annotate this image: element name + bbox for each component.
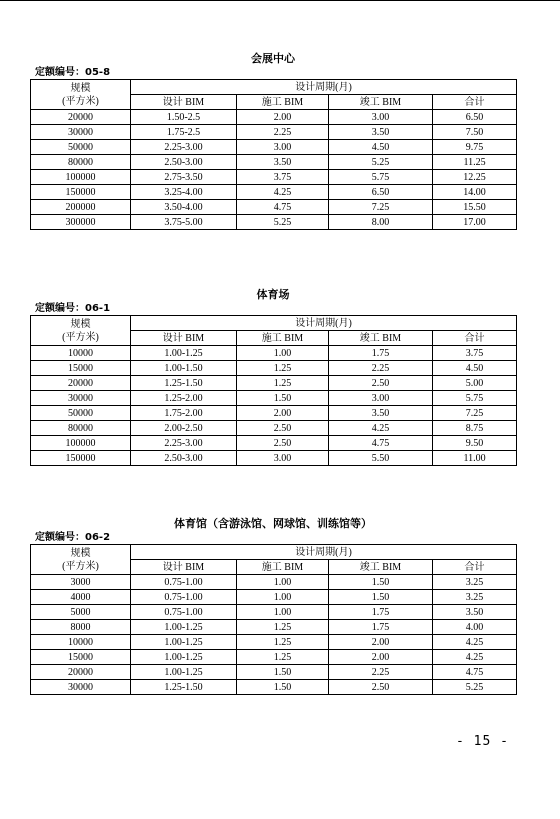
cell-construction-bim: 3.00 [237,451,329,466]
cell-construction-bim: 3.00 [237,140,329,155]
cell-construction-bim: 1.00 [237,590,329,605]
design-period-table-stadium [30,315,517,466]
cell-total: 15.50 [433,200,517,215]
cell-completion-bim: 5.75 [329,170,433,185]
cell-design-bim: 1.50-2.5 [131,110,237,125]
cell-scale: 20000 [31,110,131,125]
cell-scale: 200000 [31,200,131,215]
cell-total: 3.75 [433,346,517,361]
cell-construction-bim: 1.00 [237,346,329,361]
page-number: - 15 - [456,734,509,749]
cell-total: 5.25 [433,680,517,695]
cell-total: 14.00 [433,185,517,200]
cell-construction-bim: 1.25 [237,620,329,635]
table-row [31,200,517,215]
cell-construction-bim: 3.75 [237,170,329,185]
table-row [31,110,517,125]
cell-design-bim: 2.25-3.00 [131,140,237,155]
cell-total: 17.00 [433,215,517,230]
table-title: 体育馆（含游泳馆、网球馆、训练馆等） [174,517,372,530]
cell-design-bim: 1.75-2.5 [131,125,237,140]
cell-total: 12.25 [433,170,517,185]
cell-completion-bim: 2.25 [329,361,433,376]
cell-design-bim: 1.00-1.25 [131,635,237,650]
cell-design-bim: 2.75-3.50 [131,170,237,185]
header-completion-bim: 竣工 BIM [329,560,433,575]
cell-construction-bim: 2.00 [237,406,329,421]
cell-scale: 10000 [31,346,131,361]
cell-total: 5.75 [433,391,517,406]
header-scale-unit: (平方米) [62,95,99,107]
table-row [31,665,517,680]
cell-total: 7.25 [433,406,517,421]
table-row [31,436,517,451]
table-header-row [31,545,517,560]
cell-scale: 10000 [31,635,131,650]
table-row [31,406,517,421]
table-row [31,575,517,590]
header-scale [31,80,131,110]
header-scale-label: 规模 [70,82,91,94]
cell-construction-bim: 1.25 [237,650,329,665]
table-row [31,620,517,635]
header-total: 合计 [433,331,517,346]
table-row [31,635,517,650]
cell-construction-bim: 2.00 [237,110,329,125]
header-scale-unit: (平方米) [62,560,99,572]
cell-total: 9.50 [433,436,517,451]
cell-total: 6.50 [433,110,517,125]
cell-completion-bim: 1.50 [329,590,433,605]
cell-design-bim: 1.25-2.00 [131,391,237,406]
table-row [31,590,517,605]
quota-code: 定额编号：06-2 [35,532,111,543]
cell-scale: 20000 [31,665,131,680]
table-row [31,170,517,185]
cell-completion-bim: 2.25 [329,665,433,680]
cell-design-bim: 3.50-4.00 [131,200,237,215]
cell-design-bim: 2.25-3.00 [131,436,237,451]
section-stadium [30,288,516,466]
cell-completion-bim: 4.50 [329,140,433,155]
cell-scale: 30000 [31,125,131,140]
cell-scale: 8000 [31,620,131,635]
header-total: 合计 [433,560,517,575]
cell-completion-bim: 2.00 [329,650,433,665]
table-row [31,346,517,361]
page-top-rule [0,0,560,1]
cell-construction-bim: 1.25 [237,635,329,650]
design-period-table-gymnasium [30,544,517,695]
cell-total: 4.25 [433,635,517,650]
table-row [31,155,517,170]
cell-scale: 150000 [31,451,131,466]
cell-total: 5.00 [433,376,517,391]
cell-completion-bim: 2.50 [329,376,433,391]
cell-scale: 30000 [31,680,131,695]
header-completion-bim: 竣工 BIM [329,331,433,346]
cell-construction-bim: 4.75 [237,200,329,215]
table-row [31,680,517,695]
cell-scale: 80000 [31,155,131,170]
table-row [31,421,517,436]
table-title: 体育场 [256,288,290,301]
cell-design-bim: 2.50-3.00 [131,155,237,170]
header-construction-bim: 施工 BIM [237,560,329,575]
header-completion-bim: 竣工 BIM [329,95,433,110]
header-total: 合计 [433,95,517,110]
cell-total: 9.75 [433,140,517,155]
cell-total: 4.00 [433,620,517,635]
cell-completion-bim: 5.25 [329,155,433,170]
header-scale [31,545,131,575]
cell-completion-bim: 3.00 [329,110,433,125]
cell-construction-bim: 2.25 [237,125,329,140]
table-row [31,391,517,406]
cell-total: 8.75 [433,421,517,436]
table-row [31,125,517,140]
cell-total: 11.25 [433,155,517,170]
cell-design-bim: 1.00-1.25 [131,620,237,635]
cell-scale: 100000 [31,170,131,185]
cell-construction-bim: 1.00 [237,605,329,620]
cell-design-bim: 1.00-1.25 [131,346,237,361]
cell-construction-bim: 2.50 [237,421,329,436]
cell-construction-bim: 1.50 [237,391,329,406]
cell-scale: 3000 [31,575,131,590]
header-design-bim: 设计 BIM [131,560,237,575]
table-header-row [31,80,517,95]
cell-design-bim: 2.50-3.00 [131,451,237,466]
table-row [31,451,517,466]
cell-completion-bim: 1.75 [329,620,433,635]
table-row [31,185,517,200]
header-scale-label: 规模 [70,547,91,559]
cell-total: 3.25 [433,590,517,605]
cell-total: 11.00 [433,451,517,466]
header-design-bim: 设计 BIM [131,331,237,346]
cell-scale: 50000 [31,406,131,421]
cell-construction-bim: 1.25 [237,361,329,376]
cell-design-bim: 1.00-1.25 [131,665,237,680]
cell-scale: 15000 [31,650,131,665]
table-title: 会展中心 [251,52,295,65]
header-design-period: 设计周期(月) [131,80,517,95]
cell-scale: 100000 [31,436,131,451]
cell-scale: 4000 [31,590,131,605]
cell-completion-bim: 2.50 [329,680,433,695]
cell-design-bim: 2.00-2.50 [131,421,237,436]
cell-design-bim: 1.75-2.00 [131,406,237,421]
header-scale [31,316,131,346]
cell-design-bim: 1.25-1.50 [131,376,237,391]
cell-total: 4.50 [433,361,517,376]
cell-scale: 30000 [31,391,131,406]
cell-completion-bim: 7.25 [329,200,433,215]
cell-construction-bim: 2.50 [237,436,329,451]
cell-construction-bim: 4.25 [237,185,329,200]
header-design-bim: 设计 BIM [131,95,237,110]
cell-total: 7.50 [433,125,517,140]
cell-design-bim: 0.75-1.00 [131,590,237,605]
cell-completion-bim: 6.50 [329,185,433,200]
cell-design-bim: 1.00-1.50 [131,361,237,376]
cell-scale: 300000 [31,215,131,230]
cell-total: 4.25 [433,650,517,665]
cell-design-bim: 3.75-5.00 [131,215,237,230]
quota-code: 定额编号：05-8 [35,67,111,78]
cell-total: 3.25 [433,575,517,590]
table-row [31,376,517,391]
section-exhibition-center [30,52,516,230]
cell-construction-bim: 5.25 [237,215,329,230]
header-design-period: 设计周期(月) [131,316,517,331]
table-row [31,605,517,620]
cell-design-bim: 0.75-1.00 [131,605,237,620]
table-row [31,215,517,230]
table-header-row [31,316,517,331]
cell-design-bim: 0.75-1.00 [131,575,237,590]
cell-scale: 15000 [31,361,131,376]
cell-construction-bim: 1.00 [237,575,329,590]
cell-completion-bim: 1.50 [329,575,433,590]
design-period-table-exhibition-center [30,79,517,230]
cell-design-bim: 1.00-1.25 [131,650,237,665]
table-row [31,650,517,665]
header-design-period: 设计周期(月) [131,545,517,560]
table-row [31,140,517,155]
cell-total: 3.50 [433,605,517,620]
cell-completion-bim: 1.75 [329,346,433,361]
cell-scale: 80000 [31,421,131,436]
header-scale-label: 规模 [70,318,91,330]
table-row [31,361,517,376]
cell-scale: 50000 [31,140,131,155]
cell-completion-bim: 8.00 [329,215,433,230]
cell-construction-bim: 1.50 [237,680,329,695]
cell-total: 4.75 [433,665,517,680]
cell-scale: 150000 [31,185,131,200]
cell-completion-bim: 3.00 [329,391,433,406]
cell-completion-bim: 5.50 [329,451,433,466]
quota-code: 定额编号：06-1 [35,303,111,314]
cell-completion-bim: 4.25 [329,421,433,436]
header-construction-bim: 施工 BIM [237,331,329,346]
cell-completion-bim: 4.75 [329,436,433,451]
cell-design-bim: 1.25-1.50 [131,680,237,695]
cell-scale: 20000 [31,376,131,391]
cell-completion-bim: 3.50 [329,125,433,140]
cell-construction-bim: 1.50 [237,665,329,680]
cell-construction-bim: 1.25 [237,376,329,391]
header-scale-unit: (平方米) [62,331,99,343]
cell-design-bim: 3.25-4.00 [131,185,237,200]
cell-completion-bim: 3.50 [329,406,433,421]
cell-scale: 5000 [31,605,131,620]
cell-construction-bim: 3.50 [237,155,329,170]
cell-completion-bim: 1.75 [329,605,433,620]
section-gymnasium [30,517,516,695]
header-construction-bim: 施工 BIM [237,95,329,110]
cell-completion-bim: 2.00 [329,635,433,650]
